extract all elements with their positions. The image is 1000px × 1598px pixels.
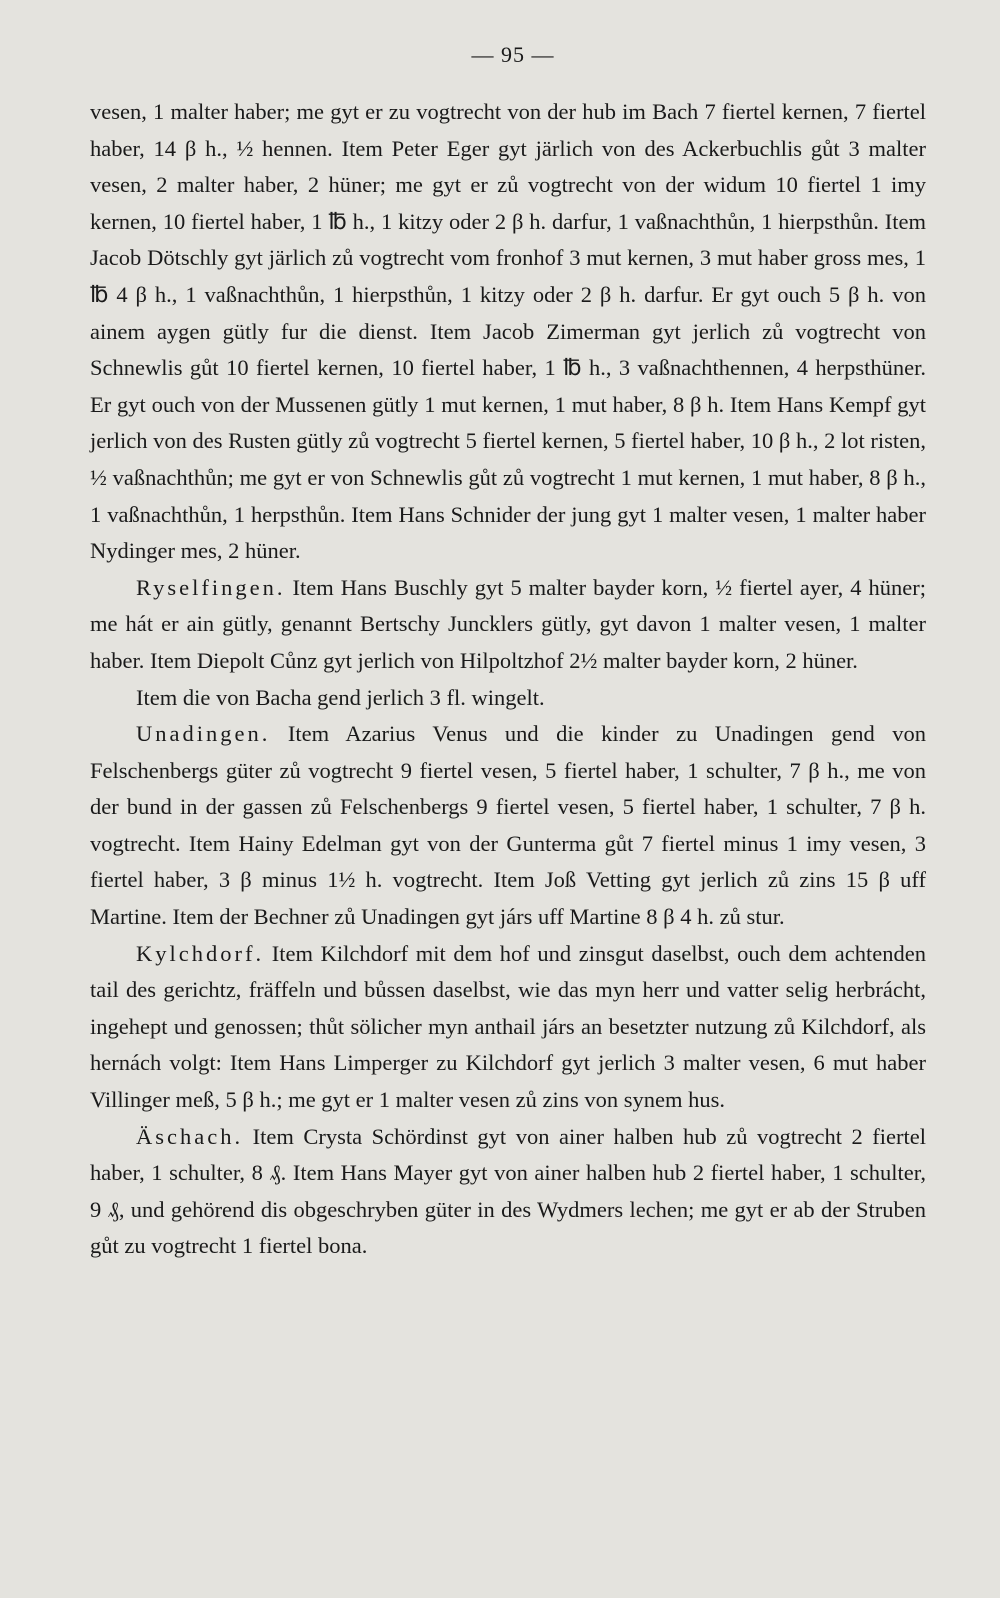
paragraph-text: Item Hans Buschly gyt 5 malter bayder korn, ½ fiertel ayer, 4 hüner; me hát er ain gütly, genannt Bertschy Juncklers gütly, gyt davon 1 malter vesen, 1 malter haber. Item Diepolt Cůnz gyt jerlich von Hilpoltzhof 2½ malter bayder korn, 2 hüner.	[90, 574, 926, 673]
paragraph-bacha	[90, 680, 926, 717]
paragraph-text: Item Crysta Schördinst gyt von ainer halben hub zů vogtrecht 2 fiertel haber, 1 schulter, 8 ₰. Item Hans Mayer gyt von ainer halben hub 2 fiertel haber, 1 schulter, 9 ₰, und gehörend dis obgeschryben güter in des Wydmers lechen; me gyt er ab der Struben gůt zu vogtrecht 1 fiertel bona.	[90, 1123, 926, 1259]
page-number: — 95 —	[471, 42, 555, 67]
place-heading: Äschach.	[136, 1123, 244, 1149]
place-heading: Ryselfingen.	[136, 574, 286, 600]
paragraph-unadingen	[90, 716, 926, 936]
paragraph-1	[90, 94, 926, 570]
paragraph-kylchdorf	[90, 936, 926, 1119]
place-heading: Unadingen.	[136, 721, 271, 747]
paragraph-ryselfingen	[90, 570, 926, 680]
paragraph-text: Item Azarius Venus und die kinder zu Unadingen gend von Felschenbergs güter zů vogtrecht 9 fiertel vesen, 5 fiertel haber, 1 schulter, 7 β h., me von der bund in der gassen zů Felschenbergs 9 fiertel vesen, 5 fiertel haber, 1 schulter, 7 β h. vogtrecht. Item Hainy Edelman gyt von der Gunterma gůt 7 fiertel minus 1 imy vesen, 3 fiertel haber, 3 β minus 1½ h. vogtrecht. Item Joß Vetting gyt jerlich zů zins 15 β uff Martine. Item der Bechner zů Unadingen gyt járs uff Martine 8 β 4 h. zů stur.	[90, 721, 926, 930]
paragraph-text: Item Kilchdorf mit dem hof und zinsgut daselbst, ouch dem achtenden tail des gerichtz, fräffeln und bůssen daselbst, wie das myn herr und vatter selig herbrácht, ingehept und genossen; thůt sölicher myn anthail járs an besetzter nutzung zů Kilchdorf, als hernách volgt: Item Hans Limperger zu Kilchdorf gyt jerlich 3 malter vesen, 6 mut haber Villinger meß, 5 β h.; me gyt er 1 malter vesen zů zins von synem hus.	[90, 940, 926, 1113]
paragraph-text: vesen, 1 malter haber; me gyt er zu vogtrecht von der hub im Bach 7 fiertel kernen, 7 fiertel haber, 14 β h., ½ hennen. Item Peter Eger gyt järlich von des Ackerbuchlis gůt 3 malter vesen, 2 malter haber, 2 hüner; me gyt er zů vogtrecht von der widum 10 fiertel 1 imy kernen, 10 fiertel haber, 1 ℔ h., 1 kitzy oder 2 β h. darfur, 1 vaßnachthůn, 1 hierpsthůn. Item Jacob Dötschly gyt järlich zů vogtrecht vom fronhof 3 mut kernen, 3 mut haber gross mes, 1 ℔ 4 β h., 1 vaßnachthůn, 1 hierpsthůn, 1 kitzy oder 2 β h. darfur. Er gyt ouch 5 β h. von ainem aygen gütly fur die dienst. Item Jacob Zimerman gyt jerlich zů vogtrecht von Schnewlis gůt 10 fiertel kernen, 10 fiertel haber, 1 ℔ h., 3 vaßnachthennen, 4 herpsthüner. Er gyt ouch von der Mussenen gütly 1 mut kernen, 1 mut haber, 8 β h. Item Hans Kempf gyt jerlich von des Rusten gütly zů vogtrecht 5 fiertel kernen, 5 fiertel haber, 10 β h., 2 lot risten, ½ vaßnachthůn; me gyt er von Schnewlis gůt zů vogtrecht 1 mut kernen, 1 mut haber, 8 β h., 1 vaßnachthůn, 1 herpsthůn. Item Hans Schnider der jung gyt 1 malter vesen, 1 malter haber Nydinger mes, 2 hüner.	[90, 99, 926, 564]
paragraph-text: Item die von Bacha gend jerlich 3 fl. wingelt.	[136, 684, 545, 710]
place-heading: Kylchdorf.	[136, 940, 265, 966]
paragraph-aeschach	[90, 1119, 926, 1265]
